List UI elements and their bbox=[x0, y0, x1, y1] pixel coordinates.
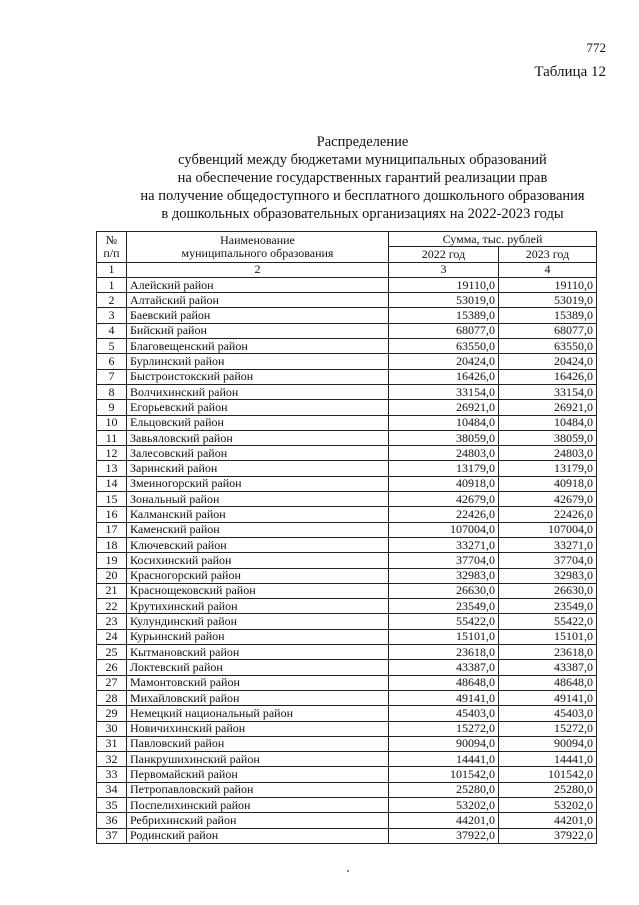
municipality-name: Ключевский район bbox=[127, 537, 389, 552]
amount-2023: 24803,0 bbox=[499, 446, 597, 461]
table-row bbox=[97, 537, 597, 552]
amount-2022: 23618,0 bbox=[389, 645, 499, 660]
municipality-name: Баевский район bbox=[127, 308, 389, 323]
amount-2023: 19110,0 bbox=[499, 277, 597, 292]
amount-2023: 90094,0 bbox=[499, 736, 597, 751]
row-number: 12 bbox=[97, 446, 127, 461]
row-number: 1 bbox=[97, 277, 127, 292]
municipality-name: Калманский район bbox=[127, 507, 389, 522]
municipality-name: Завьяловский район bbox=[127, 430, 389, 445]
amount-2022: 26921,0 bbox=[389, 400, 499, 415]
row-number: 36 bbox=[97, 813, 127, 828]
table-row bbox=[97, 767, 597, 782]
table-row bbox=[97, 476, 597, 491]
title-line: Распределение bbox=[316, 134, 409, 150]
amount-2022: 15272,0 bbox=[389, 721, 499, 736]
amount-2022: 107004,0 bbox=[389, 522, 499, 537]
amount-2023: 53019,0 bbox=[499, 293, 597, 308]
municipality-name: Алейский район bbox=[127, 277, 389, 292]
amount-2022: 37704,0 bbox=[389, 553, 499, 568]
title-line: на обеспечение государственных гарантий реализации прав bbox=[177, 170, 548, 186]
amount-2022: 14441,0 bbox=[389, 752, 499, 767]
row-number: 17 bbox=[97, 522, 127, 537]
table-row bbox=[97, 415, 597, 430]
amount-2023: 15101,0 bbox=[499, 629, 597, 644]
municipality-name: Павловский район bbox=[127, 736, 389, 751]
row-number: 2 bbox=[97, 293, 127, 308]
table-row bbox=[97, 813, 597, 828]
amount-2023: 68077,0 bbox=[499, 323, 597, 338]
amount-2022: 15389,0 bbox=[389, 308, 499, 323]
amount-2023: 14441,0 bbox=[499, 752, 597, 767]
municipality-name: Красногорский район bbox=[127, 568, 389, 583]
amount-2022: 33271,0 bbox=[389, 537, 499, 552]
row-number: 18 bbox=[97, 537, 127, 552]
table-row bbox=[97, 721, 597, 736]
amount-2022: 10484,0 bbox=[389, 415, 499, 430]
header-number-line1: № bbox=[105, 232, 118, 247]
table-row bbox=[97, 614, 597, 629]
column-index: 2 bbox=[127, 262, 389, 277]
row-number: 19 bbox=[97, 553, 127, 568]
document-title bbox=[90, 133, 635, 223]
row-number: 11 bbox=[97, 430, 127, 445]
table-row bbox=[97, 507, 597, 522]
table-row bbox=[97, 752, 597, 767]
municipality-name: Мамонтовский район bbox=[127, 675, 389, 690]
amount-2022: 24803,0 bbox=[389, 446, 499, 461]
amount-2022: 45403,0 bbox=[389, 706, 499, 721]
header-sum: Сумма, тыс. рублей bbox=[389, 232, 597, 247]
row-number: 5 bbox=[97, 339, 127, 354]
row-number: 24 bbox=[97, 629, 127, 644]
title-line: на получение общедоступного и бесплатного дошкольного образования bbox=[140, 188, 585, 204]
table-row bbox=[97, 446, 597, 461]
amount-2023: 25280,0 bbox=[499, 782, 597, 797]
row-number: 23 bbox=[97, 614, 127, 629]
amount-2023: 45403,0 bbox=[499, 706, 597, 721]
title-line: в дошкольных образовательных организациях на 2022-2023 годы bbox=[161, 206, 564, 222]
municipality-name: Ребрихинский район bbox=[127, 813, 389, 828]
header-name bbox=[127, 232, 389, 263]
table-row bbox=[97, 568, 597, 583]
amount-2023: 23618,0 bbox=[499, 645, 597, 660]
table-row bbox=[97, 736, 597, 751]
municipality-name: Змеиногорский район bbox=[127, 476, 389, 491]
municipality-name: Алтайский район bbox=[127, 293, 389, 308]
table-row bbox=[97, 675, 597, 690]
row-number: 8 bbox=[97, 384, 127, 399]
amount-2022: 13179,0 bbox=[389, 461, 499, 476]
header-number bbox=[97, 232, 127, 263]
amount-2023: 49141,0 bbox=[499, 690, 597, 705]
amount-2022: 26630,0 bbox=[389, 583, 499, 598]
amount-2022: 37922,0 bbox=[389, 828, 499, 843]
amount-2023: 26921,0 bbox=[499, 400, 597, 415]
amount-2023: 26630,0 bbox=[499, 583, 597, 598]
row-number: 7 bbox=[97, 369, 127, 384]
amount-2023: 48648,0 bbox=[499, 675, 597, 690]
amount-2023: 42679,0 bbox=[499, 492, 597, 507]
municipality-name: Краснощековский район bbox=[127, 583, 389, 598]
row-number: 31 bbox=[97, 736, 127, 751]
table-row bbox=[97, 323, 597, 338]
amount-2022: 38059,0 bbox=[389, 430, 499, 445]
table-row bbox=[97, 797, 597, 812]
amount-2023: 13179,0 bbox=[499, 461, 597, 476]
table-row bbox=[97, 782, 597, 797]
municipality-name: Новичихинский район bbox=[127, 721, 389, 736]
amount-2023: 32983,0 bbox=[499, 568, 597, 583]
municipality-name: Панкрушихинский район bbox=[127, 752, 389, 767]
table-row bbox=[97, 690, 597, 705]
table-row bbox=[97, 384, 597, 399]
row-number: 35 bbox=[97, 797, 127, 812]
amount-2022: 42679,0 bbox=[389, 492, 499, 507]
municipality-name: Заринский район bbox=[127, 461, 389, 476]
amount-2022: 53019,0 bbox=[389, 293, 499, 308]
table-row bbox=[97, 492, 597, 507]
row-number: 26 bbox=[97, 660, 127, 675]
amount-2022: 48648,0 bbox=[389, 675, 499, 690]
amount-2023: 38059,0 bbox=[499, 430, 597, 445]
municipality-name: Зональный район bbox=[127, 492, 389, 507]
table-row bbox=[97, 660, 597, 675]
table-row bbox=[97, 293, 597, 308]
amount-2022: 63550,0 bbox=[389, 339, 499, 354]
table-row bbox=[97, 308, 597, 323]
municipality-name: Крутихинский район bbox=[127, 599, 389, 614]
row-number: 32 bbox=[97, 752, 127, 767]
table-row bbox=[97, 645, 597, 660]
amount-2023: 23549,0 bbox=[499, 599, 597, 614]
row-number: 21 bbox=[97, 583, 127, 598]
column-index-row bbox=[97, 262, 597, 277]
header-number-line2: п/п bbox=[103, 245, 120, 260]
row-number: 3 bbox=[97, 308, 127, 323]
municipality-name: Волчихинский район bbox=[127, 384, 389, 399]
subvention-table bbox=[96, 231, 597, 844]
amount-2022: 32983,0 bbox=[389, 568, 499, 583]
column-index: 1 bbox=[97, 262, 127, 277]
column-index: 4 bbox=[499, 262, 597, 277]
municipality-name: Локтевский район bbox=[127, 660, 389, 675]
row-number: 37 bbox=[97, 828, 127, 843]
table-row bbox=[97, 354, 597, 369]
municipality-name: Первомайский район bbox=[127, 767, 389, 782]
amount-2022: 53202,0 bbox=[389, 797, 499, 812]
row-number: 15 bbox=[97, 492, 127, 507]
amount-2022: 55422,0 bbox=[389, 614, 499, 629]
amount-2023: 10484,0 bbox=[499, 415, 597, 430]
header-name-line1: Наименование bbox=[220, 232, 295, 247]
amount-2022: 23549,0 bbox=[389, 599, 499, 614]
header-year-2023: 2023 год bbox=[499, 247, 597, 262]
amount-2022: 68077,0 bbox=[389, 323, 499, 338]
municipality-name: Каменский район bbox=[127, 522, 389, 537]
row-number: 33 bbox=[97, 767, 127, 782]
table-row bbox=[97, 461, 597, 476]
municipality-name: Быстроистокский район bbox=[127, 369, 389, 384]
row-number: 10 bbox=[97, 415, 127, 430]
amount-2023: 63550,0 bbox=[499, 339, 597, 354]
table-row bbox=[97, 522, 597, 537]
page-number: 772 bbox=[586, 40, 606, 55]
municipality-name: Михайловский район bbox=[127, 690, 389, 705]
amount-2022: 90094,0 bbox=[389, 736, 499, 751]
municipality-name: Ельцовский район bbox=[127, 415, 389, 430]
municipality-name: Кулундинский район bbox=[127, 614, 389, 629]
amount-2023: 15389,0 bbox=[499, 308, 597, 323]
amount-2022: 15101,0 bbox=[389, 629, 499, 644]
row-number: 14 bbox=[97, 476, 127, 491]
amount-2022: 33154,0 bbox=[389, 384, 499, 399]
municipality-name: Благовещенский район bbox=[127, 339, 389, 354]
amount-2023: 37704,0 bbox=[499, 553, 597, 568]
row-number: 20 bbox=[97, 568, 127, 583]
amount-2022: 44201,0 bbox=[389, 813, 499, 828]
row-number: 9 bbox=[97, 400, 127, 415]
row-number: 34 bbox=[97, 782, 127, 797]
table-row bbox=[97, 583, 597, 598]
amount-2022: 25280,0 bbox=[389, 782, 499, 797]
table-row bbox=[97, 553, 597, 568]
municipality-name: Курьинский район bbox=[127, 629, 389, 644]
amount-2023: 40918,0 bbox=[499, 476, 597, 491]
amount-2023: 37922,0 bbox=[499, 828, 597, 843]
table-row bbox=[97, 828, 597, 843]
row-number: 4 bbox=[97, 323, 127, 338]
amount-2023: 20424,0 bbox=[499, 354, 597, 369]
table-row bbox=[97, 706, 597, 721]
municipality-name: Егорьевский район bbox=[127, 400, 389, 415]
amount-2023: 22426,0 bbox=[499, 507, 597, 522]
municipality-name: Косихинский район bbox=[127, 553, 389, 568]
municipality-name: Поспелихинский район bbox=[127, 797, 389, 812]
title-line: субвенций между бюджетами муниципальных образований bbox=[178, 152, 547, 168]
row-number: 29 bbox=[97, 706, 127, 721]
table-row bbox=[97, 277, 597, 292]
table-row bbox=[97, 400, 597, 415]
amount-2022: 20424,0 bbox=[389, 354, 499, 369]
amount-2022: 101542,0 bbox=[389, 767, 499, 782]
table-row bbox=[97, 430, 597, 445]
scan-speck bbox=[347, 870, 349, 872]
row-number: 22 bbox=[97, 599, 127, 614]
amount-2022: 40918,0 bbox=[389, 476, 499, 491]
amount-2022: 49141,0 bbox=[389, 690, 499, 705]
row-number: 6 bbox=[97, 354, 127, 369]
row-number: 25 bbox=[97, 645, 127, 660]
amount-2022: 19110,0 bbox=[389, 277, 499, 292]
municipality-name: Родинский район bbox=[127, 828, 389, 843]
amount-2022: 22426,0 bbox=[389, 507, 499, 522]
row-number: 13 bbox=[97, 461, 127, 476]
amount-2023: 43387,0 bbox=[499, 660, 597, 675]
row-number: 27 bbox=[97, 675, 127, 690]
table-row bbox=[97, 339, 597, 354]
amount-2023: 55422,0 bbox=[499, 614, 597, 629]
table-label: Таблица 12 bbox=[534, 64, 606, 80]
municipality-name: Залесовский район bbox=[127, 446, 389, 461]
amount-2023: 16426,0 bbox=[499, 369, 597, 384]
amount-2023: 33154,0 bbox=[499, 384, 597, 399]
municipality-name: Бийский район bbox=[127, 323, 389, 338]
amount-2023: 101542,0 bbox=[499, 767, 597, 782]
row-number: 16 bbox=[97, 507, 127, 522]
municipality-name: Петропавловский район bbox=[127, 782, 389, 797]
amount-2022: 16426,0 bbox=[389, 369, 499, 384]
municipality-name: Немецкий национальный район bbox=[127, 706, 389, 721]
municipality-name: Кытмановский район bbox=[127, 645, 389, 660]
municipality-name: Бурлинский район bbox=[127, 354, 389, 369]
row-number: 30 bbox=[97, 721, 127, 736]
amount-2023: 53202,0 bbox=[499, 797, 597, 812]
column-index: 3 bbox=[389, 262, 499, 277]
header-year-2022: 2022 год bbox=[389, 247, 499, 262]
amount-2023: 33271,0 bbox=[499, 537, 597, 552]
table-row bbox=[97, 369, 597, 384]
amount-2022: 43387,0 bbox=[389, 660, 499, 675]
amount-2023: 107004,0 bbox=[499, 522, 597, 537]
table-row bbox=[97, 599, 597, 614]
table-row bbox=[97, 629, 597, 644]
amount-2023: 44201,0 bbox=[499, 813, 597, 828]
row-number: 28 bbox=[97, 690, 127, 705]
amount-2023: 15272,0 bbox=[499, 721, 597, 736]
header-name-line2: муниципального образования bbox=[181, 245, 334, 260]
